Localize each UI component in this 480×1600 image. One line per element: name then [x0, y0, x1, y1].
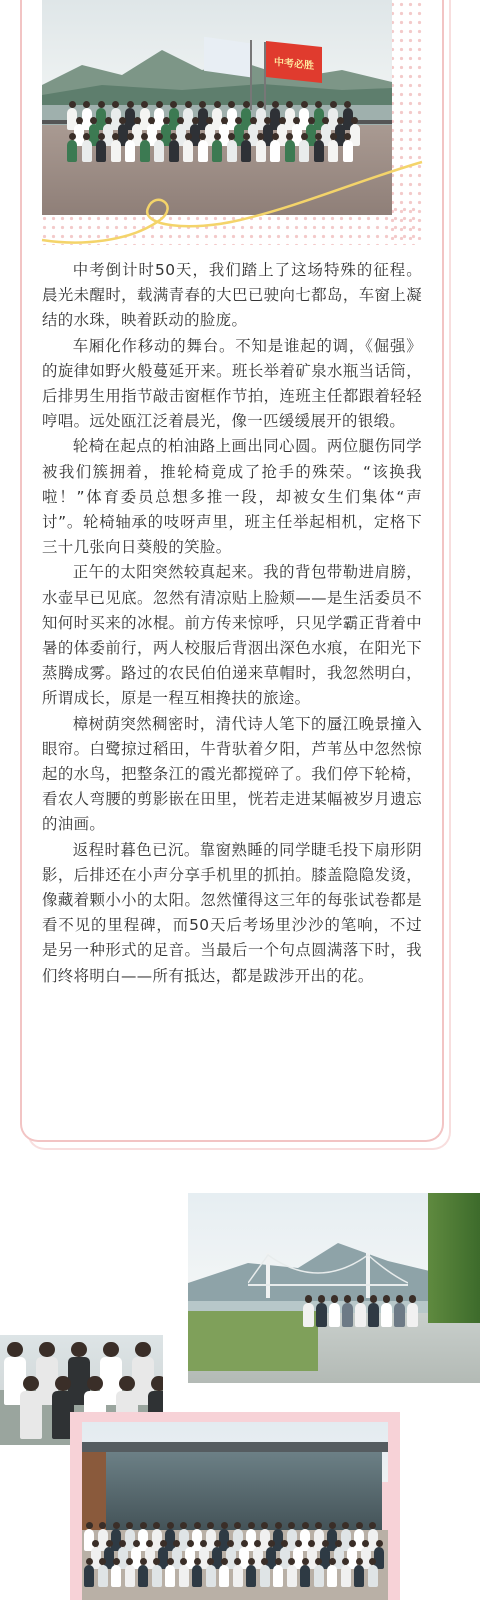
- person-figure: [303, 1303, 314, 1327]
- person-head: [279, 117, 286, 124]
- person-head: [71, 1342, 86, 1357]
- person-head: [241, 1540, 248, 1547]
- person-head: [342, 1522, 349, 1529]
- person-head: [351, 117, 358, 124]
- person-head: [153, 1558, 160, 1565]
- person-head: [134, 117, 141, 124]
- person-head: [7, 1342, 22, 1357]
- person-head: [156, 133, 163, 140]
- person-head: [301, 101, 308, 108]
- person-head: [315, 101, 322, 108]
- person-figure: [260, 1565, 270, 1587]
- person-head: [127, 101, 134, 108]
- person-head: [194, 1558, 201, 1565]
- person-figure: [152, 1565, 162, 1587]
- person-head: [170, 133, 177, 140]
- person-head: [261, 1558, 268, 1565]
- person-head: [305, 1295, 313, 1303]
- person-head: [228, 133, 235, 140]
- person-head: [180, 1558, 187, 1565]
- person-head: [39, 1342, 54, 1357]
- person-head: [160, 1540, 167, 1547]
- person-head: [228, 101, 235, 108]
- person-head: [140, 1558, 147, 1565]
- paragraph: 车厢化作移动的舞台。不知是谁起的调，《倔强》的旋律如野火般蔓延开来。班长举着矿泉水瓶当话筒，后排男生用指节敲击窗框作节拍，连班主任都跟着轻轻哼唱。远处瓯江泛着晨光，像一匹缓缓展开的银缎。: [42, 336, 422, 431]
- person-figure: [138, 1565, 148, 1587]
- person-head: [329, 1522, 336, 1529]
- person-head: [286, 101, 293, 108]
- person-head: [207, 1522, 214, 1529]
- person-head: [302, 1522, 309, 1529]
- person-head: [23, 1376, 38, 1391]
- person-figure: [287, 1565, 297, 1587]
- person-head: [383, 1295, 391, 1303]
- person-head: [133, 1540, 140, 1547]
- person-head: [250, 117, 257, 124]
- person-head: [302, 1558, 309, 1565]
- person-head: [214, 1540, 221, 1547]
- person-figure: [273, 1565, 283, 1587]
- person-head: [69, 133, 76, 140]
- paragraph: 中考倒计时50天，我们踏上了这场特殊的征程。晨光未醒时，载满青春的大巴已驶向七都岛，车窗上凝结的水珠，映着跃动的脸庞。: [42, 261, 422, 330]
- person-head: [141, 101, 148, 108]
- person-head: [275, 1522, 282, 1529]
- person-head: [106, 1540, 113, 1547]
- person-head: [185, 133, 192, 140]
- person-head: [135, 1342, 150, 1357]
- person-figure: [98, 1565, 108, 1587]
- person-head: [86, 1522, 93, 1529]
- school-flag: [204, 37, 250, 77]
- person-head: [221, 1558, 228, 1565]
- person-figure: [165, 1565, 175, 1587]
- person-head: [76, 117, 83, 124]
- person-head: [257, 133, 264, 140]
- person-figure: [329, 1303, 340, 1327]
- person-figure: [206, 1565, 216, 1587]
- person-head: [315, 1558, 322, 1565]
- person-figure: [179, 1565, 189, 1587]
- article-body: [42, 258, 422, 989]
- person-head: [257, 101, 264, 108]
- paragraph: 樟树荫突然稠密时，清代诗人笔下的蜃江晚景撞入眼帘。白鹭掠过稻田，牛背驮着夕阳，芦苇丛中忽然惊起的水鸟，把整条江的霞光都搅碎了。我们停下轮椅，看农人弯腰的剪影嵌在田里，恍若走进某幅被岁月遗忘的油画。: [42, 714, 422, 834]
- person-head: [243, 101, 250, 108]
- person-figure: [355, 1303, 366, 1327]
- person-head: [234, 1522, 241, 1529]
- person-head: [286, 133, 293, 140]
- person-head: [83, 101, 90, 108]
- person-head: [214, 133, 221, 140]
- person-head: [357, 1295, 365, 1303]
- person-head: [192, 117, 199, 124]
- person-head: [83, 133, 90, 140]
- person-figure: [300, 1565, 310, 1587]
- person-head: [295, 1540, 302, 1547]
- person-head: [369, 1522, 376, 1529]
- building-group-photo: [82, 1422, 388, 1600]
- person-head: [112, 133, 119, 140]
- person-head: [369, 1558, 376, 1565]
- person-head: [140, 1522, 147, 1529]
- person-head: [86, 1558, 93, 1565]
- person-head: [167, 1558, 174, 1565]
- walking-students: [303, 1293, 433, 1353]
- person-head: [151, 1376, 163, 1391]
- person-figure: [246, 1565, 256, 1587]
- person-head: [99, 1522, 106, 1529]
- person-head: [112, 101, 119, 108]
- person-figure: [368, 1303, 379, 1327]
- person-head: [214, 101, 221, 108]
- person-head: [113, 1522, 120, 1529]
- person-figure: [381, 1303, 392, 1327]
- person-head: [163, 117, 170, 124]
- person-head: [153, 1522, 160, 1529]
- person-head: [322, 1540, 329, 1547]
- person-figure: [342, 1303, 353, 1327]
- person-head: [99, 1558, 106, 1565]
- person-head: [187, 1540, 194, 1547]
- person-head: [315, 133, 322, 140]
- person-figure: [219, 1565, 229, 1587]
- person-head: [330, 101, 337, 108]
- person-head: [268, 1540, 275, 1547]
- person-head: [234, 1558, 241, 1565]
- person-head: [301, 133, 308, 140]
- person-figure: [20, 1391, 42, 1439]
- person-head: [98, 101, 105, 108]
- person-head: [349, 1540, 356, 1547]
- paragraph: 返程时暮色已沉。靠窗熟睡的同学睫毛投下扇形阴影，后排还在小声分享手机里的抓拍。膝盖隐隐发烫，像藏着颗小小的太阳。忽然懂得这三年的每张试卷都是看不见的里程碑，而50天后考场里沙沙的笔响，不过是另一种形式的足音。当最后一个句点圆满落下时，我们终将明白——所有抵达，都是跋涉开出的花。: [42, 840, 422, 985]
- paragraph: 正午的太阳突然较真起来。我的背包带勒进肩膀，水壶早已见底。忽然有清凉贴上脸颊——是生活委员不知何时买来的冰棍。前方传来惊呼，只见学霸正背着中暑的体委前行，两人校服后背洇出深色水痕，在阳光下蒸腾成雾。路过的农民伯伯递来草帽时，我忽然明白，所谓成长，原是一程互相搀扶的旅途。: [42, 563, 422, 708]
- person-head: [98, 133, 105, 140]
- person-head: [376, 1540, 383, 1547]
- person-head: [248, 1522, 255, 1529]
- person-figure: [394, 1303, 405, 1327]
- paragraph: 轮椅在起点的柏油路上画出同心圆。两位腿伤同学被我们簇拥着，推轮椅竟成了抢手的殊荣。“该换我啦！”体育委员总想多推一段，却被女生们集体“声讨”。轮椅轴承的吱呀声里，班主任举起相机，定格下三十几张向日葵般的笑脸。: [42, 437, 422, 557]
- person-head: [105, 117, 112, 124]
- person-figure: [368, 1565, 378, 1587]
- person-figure: [354, 1565, 364, 1587]
- person-head: [69, 101, 76, 108]
- person-figure: [84, 1565, 94, 1587]
- person-head: [315, 1522, 322, 1529]
- person-head: [221, 117, 228, 124]
- bridge-walk-photo: [188, 1193, 480, 1383]
- red-banner-flag: [266, 41, 322, 83]
- person-head: [272, 133, 279, 140]
- person-figure: [316, 1303, 327, 1327]
- red-banner-text: 中考必胜: [274, 56, 314, 72]
- person-figure: [192, 1565, 202, 1587]
- person-head: [342, 1558, 349, 1565]
- person-figure: [407, 1303, 418, 1327]
- person-head: [248, 1558, 255, 1565]
- person-figure: [111, 1565, 121, 1587]
- person-head: [156, 101, 163, 108]
- tree: [428, 1193, 480, 1323]
- person-head: [331, 1295, 339, 1303]
- person-figure: [327, 1565, 337, 1587]
- person-figure: [233, 1565, 243, 1587]
- person-head: [103, 1342, 118, 1357]
- person-head: [126, 1522, 133, 1529]
- person-figure: [341, 1565, 351, 1587]
- decorative-swirl-line: [40, 150, 425, 250]
- person-head: [185, 101, 192, 108]
- person-head: [344, 1295, 352, 1303]
- person-head: [55, 1376, 70, 1391]
- building-roof: [82, 1442, 388, 1452]
- person-figure: [125, 1565, 135, 1587]
- person-head: [356, 1522, 363, 1529]
- person-head: [180, 1522, 187, 1529]
- person-head: [87, 1376, 102, 1391]
- person-head: [318, 1295, 326, 1303]
- person-head: [337, 117, 344, 124]
- person-head: [288, 1558, 295, 1565]
- person-head: [370, 1295, 378, 1303]
- person-head: [126, 1558, 133, 1565]
- person-head: [167, 1522, 174, 1529]
- person-head: [275, 1558, 282, 1565]
- person-head: [409, 1295, 417, 1303]
- person-head: [261, 1522, 268, 1529]
- person-head: [330, 133, 337, 140]
- person-head: [344, 133, 351, 140]
- person-head: [288, 1522, 295, 1529]
- person-head: [308, 117, 315, 124]
- person-head: [243, 133, 250, 140]
- person-head: [221, 1522, 228, 1529]
- person-head: [194, 1522, 201, 1529]
- person-head: [329, 1558, 336, 1565]
- person-head: [344, 101, 351, 108]
- person-head: [199, 101, 206, 108]
- person-head: [113, 1558, 120, 1565]
- student-group: [82, 1517, 388, 1597]
- person-head: [396, 1295, 404, 1303]
- person-head: [356, 1558, 363, 1565]
- person-head: [207, 1558, 214, 1565]
- person-head: [170, 101, 177, 108]
- person-head: [141, 133, 148, 140]
- person-head: [119, 1376, 134, 1391]
- person-head: [199, 133, 206, 140]
- person-figure: [314, 1565, 324, 1587]
- person-head: [127, 133, 134, 140]
- person-head: [272, 101, 279, 108]
